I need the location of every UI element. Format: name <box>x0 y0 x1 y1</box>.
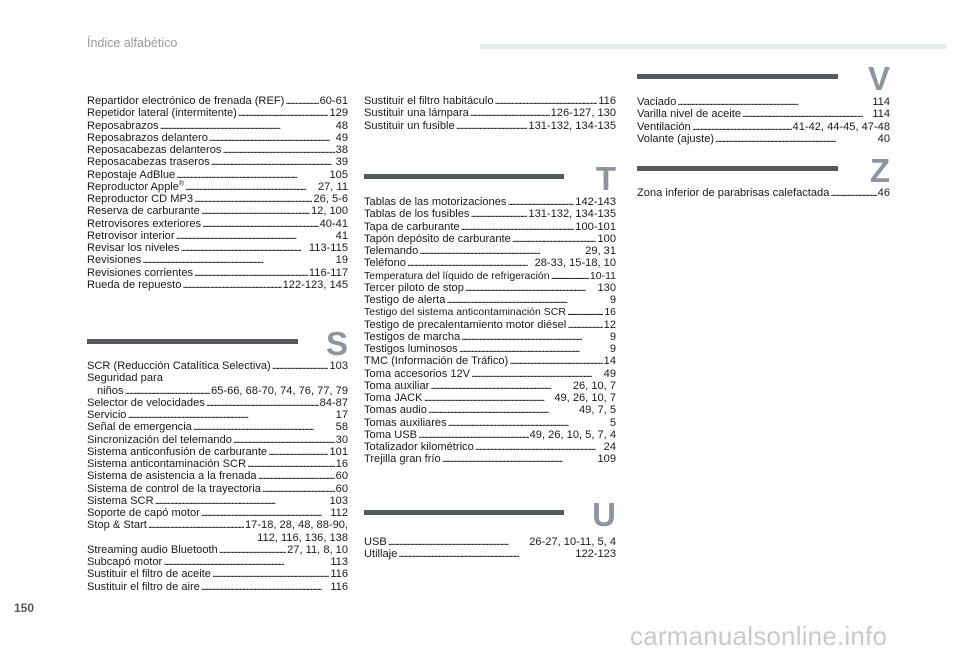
entry-label: Señal de emergencia <box>87 421 192 434</box>
leader-dots <box>193 421 335 433</box>
entry-label: Zona inferior de parabrisas calefactada <box>637 187 830 199</box>
leader-dots <box>465 282 597 294</box>
section-rule <box>637 166 838 171</box>
leader-dots <box>470 208 527 220</box>
entry-pages: 60 <box>335 470 348 483</box>
entry-label: Toma auxiliar <box>364 379 430 392</box>
leader-dots <box>262 483 335 495</box>
leader-dots <box>419 245 584 257</box>
index-entry <box>87 132 348 144</box>
leader-dots <box>233 434 335 446</box>
index-entry <box>637 121 890 133</box>
index-entry <box>87 205 348 217</box>
leader-dots <box>509 355 602 367</box>
entry-pages: 9 <box>609 343 616 355</box>
index-entry <box>87 193 348 205</box>
entry-pages: 40 <box>877 132 890 145</box>
entry-label: Ventilación <box>637 120 691 133</box>
entry-pages: 105 <box>329 168 348 181</box>
index-entry <box>637 133 890 145</box>
index-entry <box>87 144 348 156</box>
leader-dots <box>155 495 329 507</box>
index-entry <box>87 107 348 119</box>
entry-pages: 114 <box>872 108 890 121</box>
index-entry <box>87 372 348 384</box>
section-letter: V <box>867 60 890 97</box>
entry-pages: 112, 116, 136, 138 <box>257 531 348 544</box>
entry-pages: 100 <box>597 232 616 245</box>
index-entry <box>364 95 616 107</box>
entry-label: Sincronización del telemando <box>87 433 232 446</box>
index-entry <box>87 519 348 531</box>
index-entry <box>87 470 348 482</box>
entry-label: Toma JACK <box>364 392 423 404</box>
leader-dots <box>677 96 871 108</box>
entry-pages: 9 <box>609 330 616 343</box>
leader-dots <box>238 107 329 119</box>
entry-label <box>87 181 184 193</box>
entry-pages: 60-61 <box>319 95 348 107</box>
index-entry <box>87 495 348 507</box>
leader-dots <box>551 270 589 282</box>
entry-label: Tablas de los fusibles <box>364 208 470 221</box>
index-entry <box>364 319 616 331</box>
entry-pages: 46 <box>877 187 890 199</box>
leader-dots <box>830 187 876 199</box>
entry-label: Revisar los niveles <box>87 242 180 254</box>
leader-dots <box>211 156 335 168</box>
index-entry <box>364 257 616 269</box>
entry-label: Testigos de marcha <box>364 330 461 343</box>
entry-label: Tapón depósito de carburante <box>364 232 511 245</box>
entry-label: Reposacabezas traseros <box>87 156 210 169</box>
entry-pages: 49 <box>603 367 616 380</box>
index-entry <box>87 385 348 397</box>
index-entry <box>87 242 348 254</box>
index-entry <box>364 270 616 282</box>
index-entry <box>87 181 348 193</box>
leader-dots <box>268 446 328 458</box>
entry-pages: 116-117 <box>308 266 348 279</box>
leader-dots <box>247 458 335 470</box>
entry-label: Repartidor electrónico de frenada (REF) <box>87 95 285 107</box>
entry-pages: 126-127, 130 <box>550 107 616 120</box>
leader-dots <box>475 441 603 453</box>
index-list-s-continued <box>364 95 616 132</box>
entry-pages: 129 <box>329 107 348 120</box>
leader-dots <box>160 120 335 132</box>
entry-label: Sistema de asistencia a la frenada <box>87 470 257 483</box>
index-entry <box>364 196 616 208</box>
index-entry <box>87 397 348 409</box>
index-list-u <box>364 536 616 561</box>
entry-label: Vaciado <box>637 96 677 108</box>
entry-pages: 103 <box>329 360 348 372</box>
index-entry <box>87 409 348 421</box>
index-entry <box>87 169 348 181</box>
index-entry <box>637 187 890 199</box>
leader-dots <box>148 519 244 531</box>
entry-pages: 26-27, 10-11, 5, 4 <box>529 536 616 548</box>
leader-dots <box>428 404 578 416</box>
entry-label: Sistema de control de la trayectoria <box>87 482 261 495</box>
entry-label: SCR (Reducción Catalítica Selectiva) <box>87 360 271 372</box>
index-entry <box>87 267 348 279</box>
index-list-s <box>87 360 348 593</box>
watermark: carmanualsonline.info <box>630 621 888 651</box>
leader-dots <box>201 507 329 519</box>
leader-dots <box>461 221 575 233</box>
header-bar <box>480 44 946 49</box>
entry-label: Retrovisores exteriores <box>87 217 202 230</box>
entry-label: Reproductor CD MP3 <box>87 193 194 205</box>
index-entry <box>364 221 616 233</box>
entry-pages: 16 <box>604 306 616 319</box>
entry-label: Selector de velocidades <box>87 396 205 409</box>
index-entry <box>364 107 616 119</box>
entry-label: Telemando <box>364 245 419 257</box>
entry-label: Sustituir el filtro de aire <box>87 580 200 593</box>
entry-pages: 24 <box>603 441 616 453</box>
leader-dots <box>507 196 574 208</box>
section-rule <box>364 510 564 515</box>
leader-dots <box>388 536 528 548</box>
entry-pages: 41 <box>335 229 348 242</box>
entry-pages: 17-18, 28, 48, 88-90, <box>244 519 348 532</box>
index-list-r <box>87 95 348 291</box>
entry-pages: 10-11 <box>589 269 616 282</box>
entry-label: Reposabrazos delantero <box>87 131 208 144</box>
leader-dots <box>567 306 603 318</box>
index-entry <box>87 581 348 593</box>
leader-dots <box>212 568 329 580</box>
entry-label: Utillaje <box>364 548 398 561</box>
index-entry <box>87 230 348 242</box>
entry-label: Sustituir un fusible <box>364 119 455 132</box>
entry-pages: 9 <box>609 294 616 306</box>
entry-pages: 30 <box>335 433 348 446</box>
section-letter: T <box>595 160 616 197</box>
index-entry <box>364 282 616 294</box>
index-entry <box>364 380 616 392</box>
index-entry <box>364 208 616 220</box>
entry-label: Temperatura del líquido de refrigeración <box>364 269 550 282</box>
leader-dots <box>209 132 335 144</box>
entry-pages: 49, 7, 5 <box>578 404 616 417</box>
index-entry <box>87 254 348 266</box>
leader-dots <box>446 294 608 306</box>
entry-pages: 60 <box>335 482 348 495</box>
entry-label: Varilla nivel de aceite <box>637 108 742 121</box>
index-entry <box>364 306 616 318</box>
entry-pages: 116 <box>598 95 616 107</box>
entry-label: Streaming audio Bluetooth <box>87 543 218 556</box>
entry-pages: 28-33, 15-18, 10 <box>534 257 616 270</box>
leader-dots <box>424 392 554 404</box>
entry-pages: 27, 11, 8, 10 <box>287 543 348 556</box>
leader-dots <box>495 95 598 107</box>
entry-label: Repostaje AdBlue <box>87 168 176 181</box>
leader-dots <box>471 368 603 380</box>
leader-dots <box>219 544 286 556</box>
index-entry <box>87 544 348 556</box>
index-entry <box>364 343 616 355</box>
index-list-v <box>637 96 890 145</box>
entry-pages: 116 <box>330 568 348 581</box>
section-letter: S <box>325 325 348 362</box>
entry-label: Sistema SCR <box>87 494 154 507</box>
index-entry <box>87 483 348 495</box>
index-entry <box>364 368 616 380</box>
entry-label: Sustituir una lámpara <box>364 107 469 120</box>
leader-dots <box>272 360 329 372</box>
index-entry <box>87 568 348 580</box>
entry-pages: 17 <box>335 409 348 421</box>
leader-dots <box>222 144 334 156</box>
index-entry <box>364 441 616 453</box>
leader-dots <box>456 120 528 132</box>
entry-pages: 38 <box>335 144 348 156</box>
entry-label: Toma USB <box>364 428 418 441</box>
entry-label: Revisiones corrientes <box>87 266 194 279</box>
entry-label: Tablas de las motorizaciones <box>364 196 507 208</box>
entry-pages: 41-42, 44-45, 47-48 <box>792 120 890 133</box>
entry-pages: 116 <box>330 580 348 593</box>
leader-dots <box>448 417 609 429</box>
leader-dots <box>202 218 319 230</box>
entry-label: Reposacabezas delanteros <box>87 144 222 156</box>
entry-label: Sistema anticonfusión de carburante <box>87 445 268 458</box>
index-entry <box>364 453 616 465</box>
leader-dots <box>182 279 281 291</box>
index-entry <box>87 458 348 470</box>
entry-pages: 49, 26, 10, 7 <box>554 392 616 404</box>
index-entry <box>87 556 348 568</box>
entry-pages: 130 <box>597 281 616 294</box>
index-entry <box>364 392 616 404</box>
entry-pages: 58 <box>335 421 348 434</box>
entry-pages: 122-123 <box>575 548 616 561</box>
index-list-t <box>364 196 616 466</box>
index-entry <box>87 421 348 433</box>
entry-pages: 113-115 <box>308 242 348 254</box>
entry-label: Reserva de carburante <box>87 205 200 218</box>
index-entry <box>364 355 616 367</box>
entry-label: Tapa de carburante <box>364 220 460 233</box>
index-entry <box>87 156 348 168</box>
entry-label: Tomas auxiliares <box>364 416 447 429</box>
index-entry <box>364 331 616 343</box>
page-number: 150 <box>14 601 35 615</box>
leader-dots <box>185 181 317 193</box>
entry-label: Trejilla gran frío <box>364 453 441 466</box>
leader-dots <box>715 133 877 145</box>
leader-dots <box>742 108 871 120</box>
entry-pages: 39 <box>335 156 348 169</box>
leader-dots <box>180 242 307 254</box>
index-entry <box>364 120 616 132</box>
entry-label: Stop & Start <box>87 519 147 532</box>
leader-dots <box>285 95 318 107</box>
index-entry <box>87 507 348 519</box>
entry-label: Rueda de repuesto <box>87 278 182 291</box>
entry-label: niños <box>97 384 124 397</box>
entry-label: Seguridad para <box>87 372 163 385</box>
entry-label: Reposabrazos <box>87 119 159 132</box>
entry-pages: 113 <box>330 556 348 568</box>
entry-pages: 16 <box>335 458 348 470</box>
entry-label: Tomas audio <box>364 404 427 417</box>
entry-pages: 12, 100 <box>310 205 348 218</box>
entry-label: Retrovisor interior <box>87 229 175 242</box>
leader-dots <box>567 319 602 331</box>
leader-dots <box>194 267 308 279</box>
entry-label: Totalizador kilométrico <box>364 441 474 453</box>
leader-dots <box>201 581 329 593</box>
index-list-z <box>637 187 890 199</box>
leader-dots <box>194 193 312 205</box>
section-rule <box>87 339 298 344</box>
entry-label: Sistema anticontaminación SCR <box>87 458 247 470</box>
entry-label: Toma accesorios 12V <box>364 367 471 380</box>
leader-dots <box>442 453 597 465</box>
entry-label: Tercer piloto de stop <box>364 281 464 294</box>
registered-mark: ® <box>178 180 185 188</box>
entry-label: TMC (Información de Tráfico) <box>364 355 509 368</box>
leader-dots <box>142 254 334 266</box>
leader-dots <box>470 107 550 119</box>
entry-pages: 12 <box>603 318 616 331</box>
index-entry <box>364 404 616 416</box>
entry-pages: 114 <box>872 96 890 108</box>
leader-dots <box>201 205 310 217</box>
entry-label: Servicio <box>87 409 127 421</box>
entry-label: Volante (ajuste) <box>637 132 715 145</box>
leader-dots <box>692 121 792 133</box>
entry-label: Revisiones <box>87 254 142 267</box>
entry-label: Testigo del sistema anticontaminación SCR <box>364 306 566 319</box>
leader-dots <box>206 397 319 409</box>
index-entry <box>364 233 616 245</box>
leader-dots <box>163 556 329 568</box>
entry-pages: 27, 11 <box>317 180 348 193</box>
leader-dots <box>430 380 571 392</box>
entry-label: Teléfono <box>364 257 406 270</box>
entry-label: Subcapó motor <box>87 556 163 568</box>
entry-pages: 48 <box>335 119 348 132</box>
entry-pages: 19 <box>335 254 348 267</box>
index-entry <box>364 245 616 257</box>
index-entry <box>87 360 348 372</box>
index-entry <box>637 96 890 108</box>
index-entry <box>87 218 348 230</box>
leader-dots <box>459 343 609 355</box>
leader-dots <box>258 470 335 482</box>
entry-label: USB <box>364 536 387 548</box>
index-entry <box>87 95 348 107</box>
entry-label: Testigo de alerta <box>364 294 446 306</box>
entry-pages: 14 <box>603 355 616 368</box>
entry-pages: 109 <box>597 453 616 466</box>
entry-pages: 49 <box>335 131 348 144</box>
leader-dots <box>176 169 328 181</box>
index-entry <box>87 279 348 291</box>
entry-label: Sustituir el filtro habitáculo <box>364 95 494 107</box>
index-entry <box>364 429 616 441</box>
leader-dots <box>418 429 529 441</box>
index-entry <box>364 548 616 560</box>
entry-pages: 29, 31 <box>585 245 616 257</box>
index-entry-continuation <box>87 532 348 544</box>
entry-pages: 122-123, 145 <box>282 278 348 291</box>
entry-pages: 131-132, 134-135 <box>528 208 616 221</box>
entry-label-text: Reproductor Apple <box>87 180 179 193</box>
section-rule <box>364 174 564 179</box>
leader-dots <box>398 548 574 560</box>
index-entry <box>364 417 616 429</box>
entry-label: Soporte de capó motor <box>87 507 200 519</box>
section-letter: U <box>592 496 616 533</box>
index-entry <box>87 120 348 132</box>
entry-label: Testigos luminosos <box>364 343 458 355</box>
entry-pages: 40-41 <box>319 217 348 230</box>
entry-pages: 100-101 <box>575 220 616 233</box>
entry-pages: 26, 10, 7 <box>572 379 616 392</box>
index-entry <box>364 294 616 306</box>
page-header-title: Índice alfabético <box>87 36 178 50</box>
entry-label: Testigo de precalentamiento motor diésel <box>364 318 567 331</box>
section-letter: Z <box>869 152 890 189</box>
index-entry <box>364 536 616 548</box>
index-entry <box>87 434 348 446</box>
index-entry <box>87 446 348 458</box>
entry-pages: 142-143 <box>575 196 616 208</box>
entry-label: Repetidor lateral (intermitente) <box>87 107 237 120</box>
index-entry <box>637 108 890 120</box>
entry-pages: 103 <box>329 494 348 507</box>
leader-dots <box>125 385 211 397</box>
entry-pages: 5 <box>609 416 616 429</box>
entry-pages: 65-66, 68-70, 74, 76, 77, 79 <box>211 384 348 397</box>
leader-dots <box>127 409 334 421</box>
entry-pages: 49, 26, 10, 5, 7, 4 <box>529 428 616 441</box>
entry-pages: 131-132, 134-135 <box>528 119 616 132</box>
leader-dots <box>176 230 335 242</box>
entry-label: Sustituir el filtro de aceite <box>87 568 211 581</box>
leader-dots <box>461 331 609 343</box>
entry-pages: 112 <box>330 507 348 519</box>
leader-dots <box>512 233 597 245</box>
entry-pages: 84-87 <box>319 396 348 409</box>
leader-dots <box>407 257 534 269</box>
entry-pages: 26, 5-6 <box>313 193 348 205</box>
section-rule <box>637 74 838 79</box>
entry-pages: 101 <box>329 445 348 458</box>
